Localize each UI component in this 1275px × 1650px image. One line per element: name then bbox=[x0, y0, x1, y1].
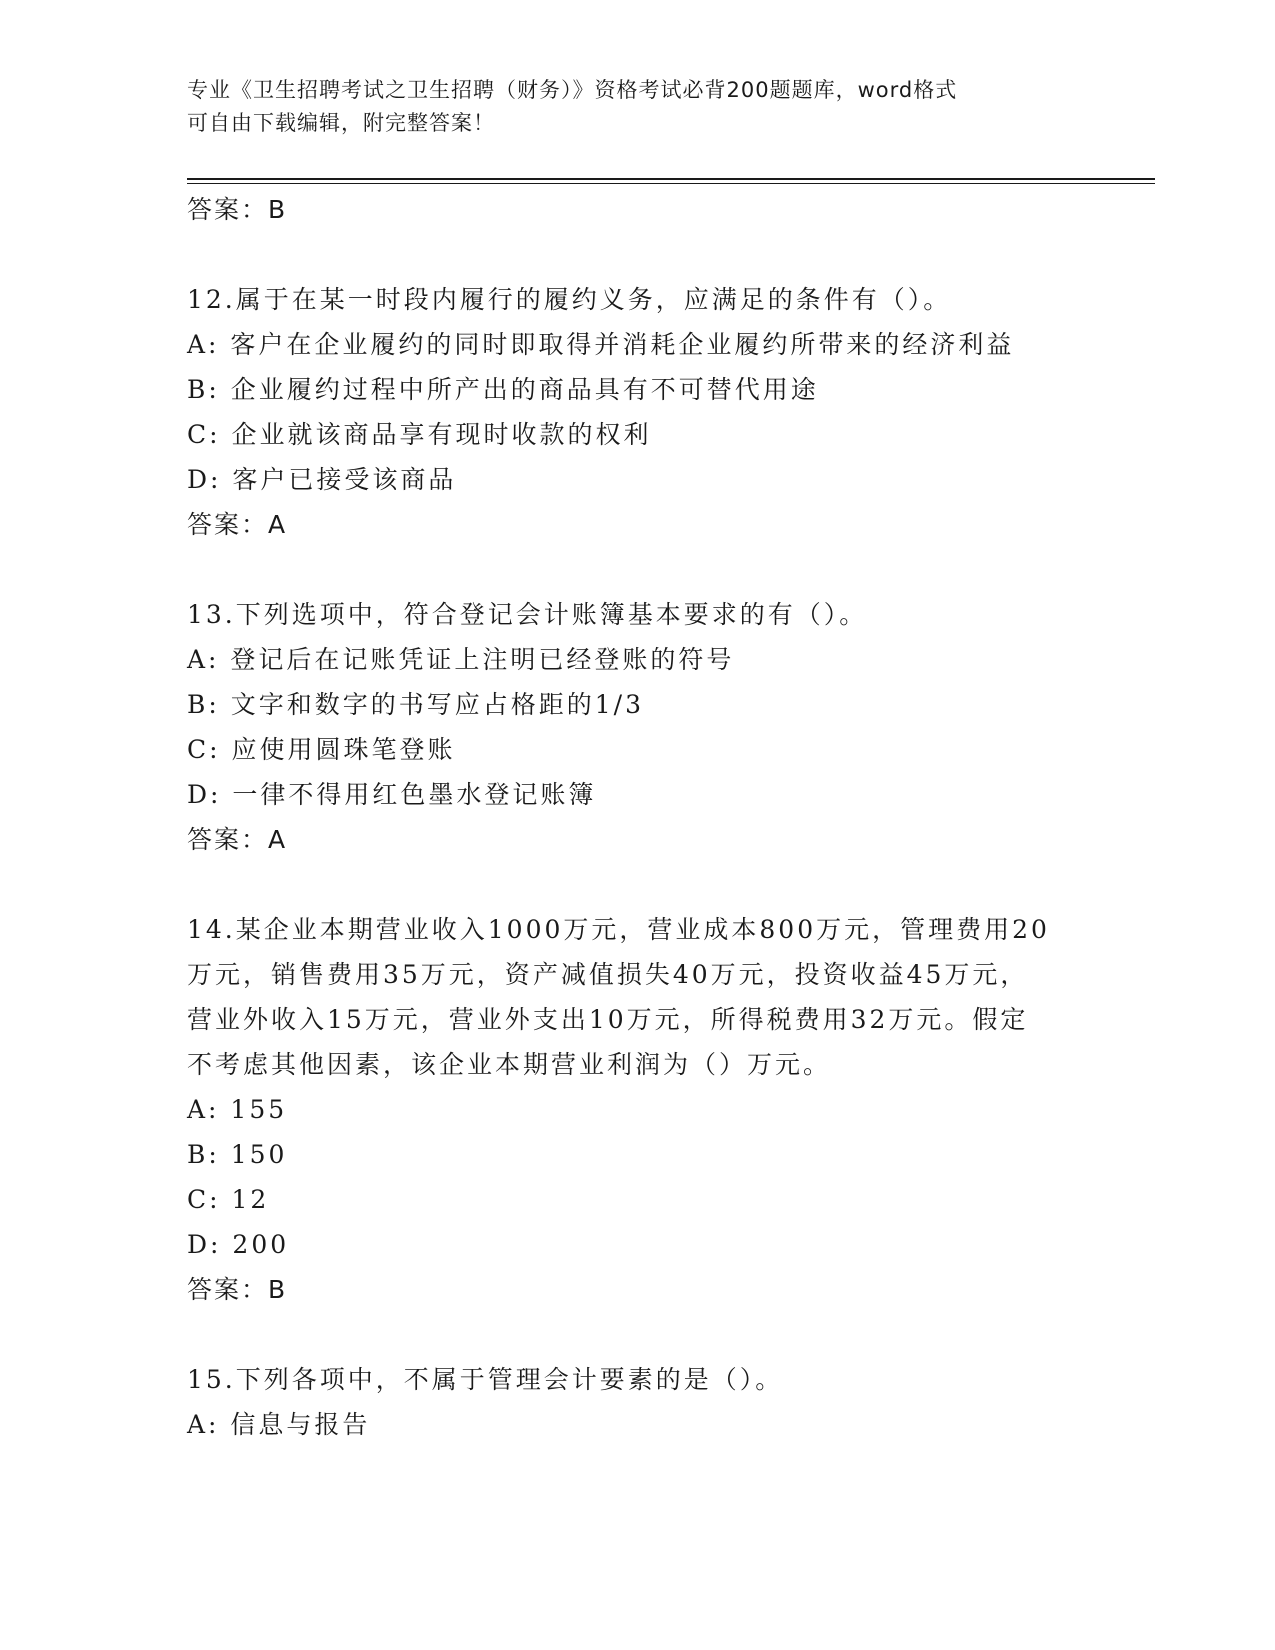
question-stem: 15.下列各项中，不属于管理会计要素的是（）。 bbox=[187, 1365, 784, 1394]
option-a: A: 客户在企业履约的同时即取得并消耗企业履约所带来的经济利益 bbox=[187, 330, 1015, 359]
answer: 答案：A bbox=[187, 510, 288, 539]
question-stem: 13.下列选项中，符合登记会计账簿基本要求的有（）。 bbox=[187, 600, 868, 629]
option-d: D: 客户已接受该商品 bbox=[187, 465, 457, 494]
question-15 bbox=[187, 1357, 1087, 1447]
answer: 答案：B bbox=[187, 1275, 288, 1304]
option-c: C: 应使用圆珠笔登账 bbox=[187, 735, 456, 764]
option-d: D: 200 bbox=[187, 1230, 290, 1259]
spacer bbox=[187, 1312, 1087, 1357]
option-b: B: 150 bbox=[187, 1140, 288, 1169]
question-14 bbox=[187, 907, 1087, 1312]
option-d: D: 一律不得用红色墨水登记账簿 bbox=[187, 780, 597, 809]
header-line-2: 可自由下载编辑，附完整答案！ bbox=[187, 111, 495, 135]
header-divider-thin bbox=[187, 183, 1155, 184]
header-divider-thick bbox=[187, 178, 1155, 180]
option-b: B: 文字和数字的书写应占格距的1/3 bbox=[187, 690, 644, 719]
option-b: B: 企业履约过程中所产出的商品具有不可替代用途 bbox=[187, 375, 819, 404]
question-stem-line: 14.某企业本期营业收入1000万元，营业成本800万元，管理费用20 bbox=[187, 915, 1050, 944]
document-header bbox=[187, 74, 1067, 140]
answer-q11: 答案：B bbox=[187, 195, 288, 224]
question-stem: 12.属于在某一时段内履行的履约义务，应满足的条件有（）。 bbox=[187, 285, 952, 314]
option-c: C: 12 bbox=[187, 1185, 270, 1214]
question-stem-line: 营业外收入15万元，营业外支出10万元，所得税费用32万元。假定 bbox=[187, 1005, 1029, 1034]
spacer bbox=[187, 547, 1087, 592]
header-line-1: 专业《卫生招聘考试之卫生招聘（财务）》资格考试必背200题题库，word格式 bbox=[187, 78, 958, 102]
option-c: C: 企业就该商品享有现时收款的权利 bbox=[187, 420, 652, 449]
question-stem-line: 不考虑其他因素，该企业本期营业利润为（）万元。 bbox=[187, 1050, 832, 1079]
option-a: A: 155 bbox=[187, 1095, 288, 1124]
spacer bbox=[187, 232, 1087, 277]
question-13 bbox=[187, 592, 1087, 862]
question-stem-line: 万元，销售费用35万元，资产减值损失40万元，投资收益45万元， bbox=[187, 960, 1029, 989]
question-list bbox=[187, 187, 1087, 1447]
spacer bbox=[187, 862, 1087, 907]
option-a: A: 信息与报告 bbox=[187, 1410, 371, 1439]
answer: 答案：A bbox=[187, 825, 288, 854]
question-12 bbox=[187, 277, 1087, 547]
option-a: A: 登记后在记账凭证上注明已经登账的符号 bbox=[187, 645, 735, 674]
